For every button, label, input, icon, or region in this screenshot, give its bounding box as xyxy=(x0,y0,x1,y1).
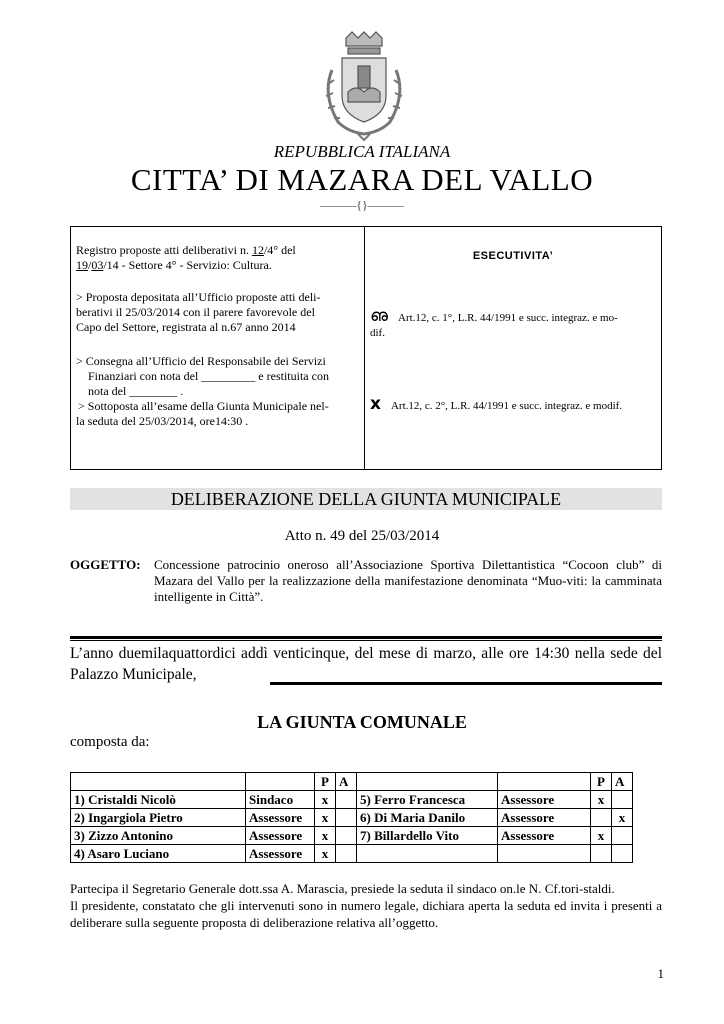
member-present: x xyxy=(591,791,612,809)
registry-text-c: /14 - Settore 4° - Servizio: Cultura. xyxy=(103,258,272,272)
registry-proposal-line xyxy=(76,243,358,273)
delivery-line-3: nota del ________ . xyxy=(88,384,184,398)
city-title: CITTA’ DI MAZARA DEL VALLO xyxy=(130,162,594,197)
member-present xyxy=(591,845,612,863)
member-role: Assessore xyxy=(246,809,315,827)
submission-line-1: > Sottoposta all’esame della Giunta Municipale nel- xyxy=(78,399,329,413)
proposal-deposit xyxy=(76,290,358,335)
delivery-note xyxy=(76,354,358,429)
table-row xyxy=(71,809,633,827)
subject-label: OGGETTO: xyxy=(70,557,141,572)
esecutivita-title: ESECUTIVITA’ xyxy=(472,250,554,262)
delivery-line-1: > Consegna all’Ufficio del Responsabile dei Servizi xyxy=(76,354,326,368)
act-number: Atto n. 49 del 25/03/2014 xyxy=(284,528,440,544)
table-row xyxy=(71,791,633,809)
registry-sep: / xyxy=(88,258,92,272)
member-present xyxy=(591,809,612,827)
proposal-line-2: berativi il 25/03/2014 con il parere favorevole del xyxy=(76,305,315,319)
member-present: x xyxy=(315,809,336,827)
registry-day: 19 xyxy=(76,258,88,272)
closing-paragraph-1: Partecipa il Segretario Generale dott.ssa A. Marascia, presiede la seduta il sindaco on.le N. Cf.tori-staldi. xyxy=(70,881,615,896)
header-blank xyxy=(357,773,498,791)
member-absent: x xyxy=(612,809,633,827)
option-2-text: Art.12, c. 2°, L.R. 44/1991 e succ. integraz. e modif. xyxy=(390,400,623,412)
member-name: 1) Cristaldi Nicolò xyxy=(71,791,246,809)
member-present: x xyxy=(315,827,336,845)
table-row xyxy=(71,827,633,845)
member-present: x xyxy=(591,827,612,845)
member-role: Assessore xyxy=(498,791,591,809)
member-role: Assessore xyxy=(498,827,591,845)
member-name: 4) Asaro Luciano xyxy=(71,845,246,863)
registry-number: 12 xyxy=(251,243,264,257)
registry-text: Registro proposte atti deliberativi n. xyxy=(76,243,252,257)
member-present: x xyxy=(315,845,336,863)
member-present: x xyxy=(315,791,336,809)
member-name: 6) Di Maria Danilo xyxy=(357,809,498,827)
proposal-line-3: Capo del Settore, registrata al n.67 anno 2014 xyxy=(76,320,296,334)
subject-text: Concessione patrocinio oneroso all’Associazione Sportiva Dilettantistica “Cocoon club” di Mazara del Vallo per la realizzazione della manifestazione denominata “Muo-viti: la camminata intelligente in Città”. xyxy=(154,557,662,604)
member-name: 2) Ingargiola Pietro xyxy=(71,809,246,827)
member-name: 5) Ferro Francesca xyxy=(357,791,498,809)
member-absent xyxy=(336,827,357,845)
option-1-text: Art.12, c. 1°, L.R. 44/1991 e succ. integraz. e mo- xyxy=(398,312,618,324)
member-role: Assessore xyxy=(246,827,315,845)
header-blank xyxy=(498,773,591,791)
giunta-title: LA GIUNTA COMUNALE xyxy=(257,712,467,732)
table-row xyxy=(71,845,633,863)
composed-by-label: composta da: xyxy=(70,734,150,750)
registry-box-divider xyxy=(364,226,365,470)
members-table xyxy=(70,772,633,863)
thick-rule-bottom xyxy=(270,682,662,685)
thin-rule-top xyxy=(70,640,662,641)
header-present: P xyxy=(591,773,612,791)
title-divider: ———{}——— xyxy=(320,198,404,212)
member-absent xyxy=(336,845,357,863)
member-absent xyxy=(336,791,357,809)
member-name xyxy=(357,845,498,863)
proposal-line-1: > Proposta depositata all’Ufficio proposte atti deli- xyxy=(76,290,321,304)
option-2-mark: x xyxy=(370,394,381,414)
option-1-mark: ഌ xyxy=(370,306,389,326)
member-name: 3) Zizzo Antonino xyxy=(71,827,246,845)
header-present: P xyxy=(315,773,336,791)
member-name: 7) Billardello Vito xyxy=(357,827,498,845)
header-blank xyxy=(246,773,315,791)
member-absent xyxy=(612,827,633,845)
member-role: Assessore xyxy=(498,809,591,827)
header-absent: A xyxy=(612,773,633,791)
republic-heading: REPUBBLICA ITALIANA xyxy=(273,142,451,161)
member-role: Sindaco xyxy=(246,791,315,809)
page-number: 1 xyxy=(657,966,664,981)
member-absent xyxy=(612,845,633,863)
header-blank xyxy=(71,773,246,791)
esecutivita-option-2 xyxy=(370,394,658,414)
session-date-text: L’anno duemilaquattordici addì venticinque, del mese di marzo, alle ore 14:30 nella sede del Palazzo Municipale, xyxy=(70,645,662,683)
thick-rule-top xyxy=(70,636,662,639)
submission-line-2: la seduta del 25/03/2014, ore14:30 . xyxy=(76,414,249,428)
registry-text-b: /4° del xyxy=(263,243,296,257)
member-absent xyxy=(336,809,357,827)
member-absent xyxy=(612,791,633,809)
delivery-line-2: Finanziari con nota del _________ e restituita con xyxy=(88,369,329,383)
header-absent: A xyxy=(336,773,357,791)
table-header-row xyxy=(71,773,633,791)
option-1-text-cont: dif. xyxy=(370,327,385,339)
member-role xyxy=(498,845,591,863)
city-crest-emblem xyxy=(318,30,410,142)
closing-text xyxy=(70,880,662,931)
deliberation-banner: DELIBERAZIONE DELLA GIUNTA MUNICIPALE xyxy=(70,488,662,510)
member-role: Assessore xyxy=(246,845,315,863)
registry-month: 03 xyxy=(91,258,104,272)
closing-paragraph-2: Il presidente, constatato che gli intervenuti sono in numero legale, dichiara aperta la seduta ed invita i presenti a deliberare sulla seguente proposta di deliberazione relativa all’oggetto. xyxy=(70,898,662,930)
esecutivita-option-1 xyxy=(370,306,658,340)
